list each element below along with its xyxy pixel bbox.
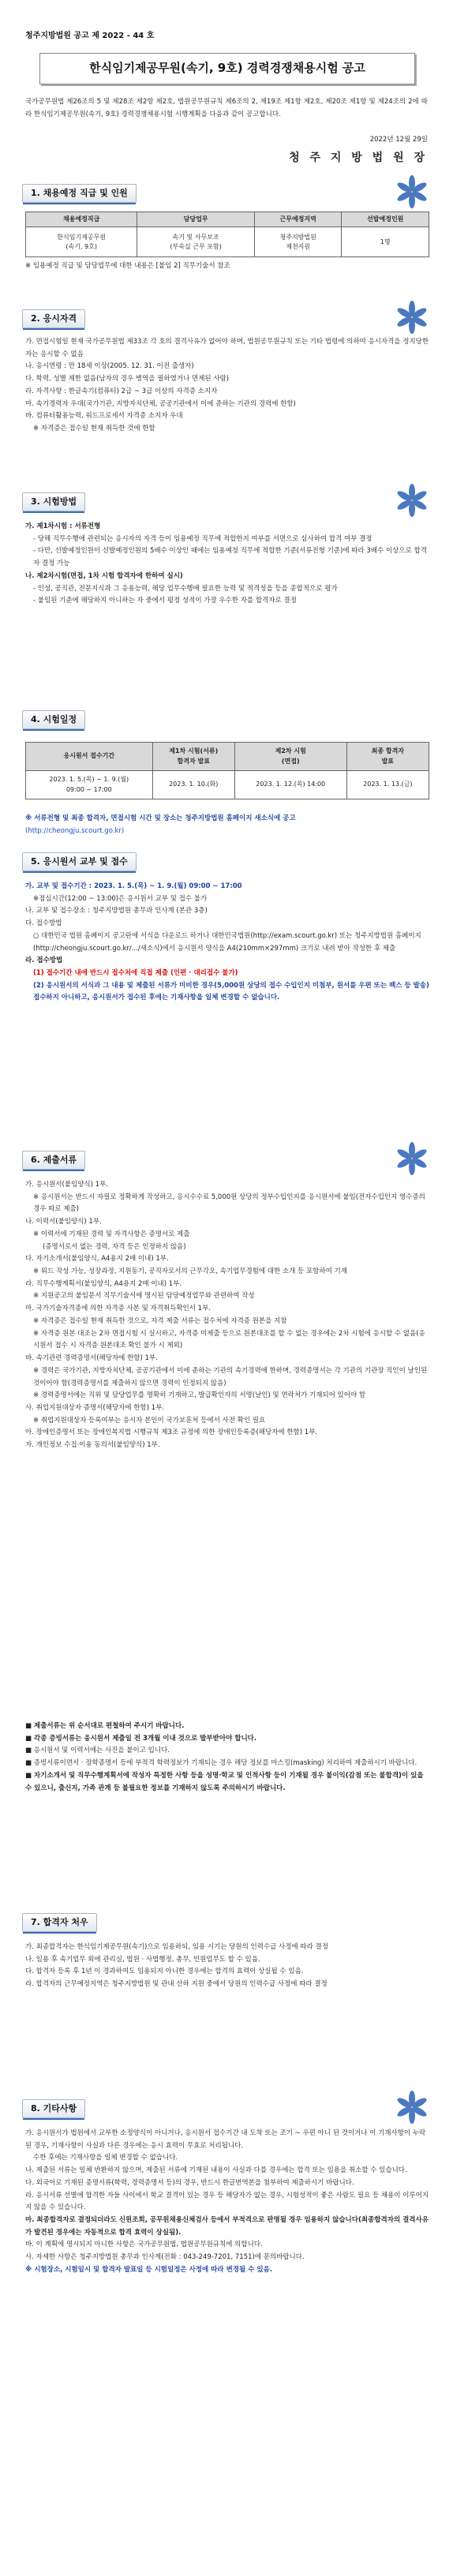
list-item: 자. 개인정보 수집·이용 동의서(붙임양식) 1부. xyxy=(25,1441,160,1450)
section-title-2-label: 2. 응시자격 xyxy=(31,313,77,324)
schedule-note xyxy=(25,813,429,837)
section-title-2 xyxy=(22,309,85,328)
list-item: 가. 제1차시험 : 서류전형 xyxy=(25,522,101,530)
list-item: 라. 자격사항 : 한글속기(컴퓨터) 2급 ~ 3급 이상의 자격증 소지자 xyxy=(25,387,218,395)
section-title-4-label: 4. 시험일정 xyxy=(31,714,77,725)
application-period: 가. 교부 및 접수기간 : 2023. 1. 5.(목) ~ 1. 9.(월) 09:00 ~ 17:00 xyxy=(25,882,242,890)
list-item: 사. 취업지원대상자 증명서(해당자에 한함) 1부. xyxy=(25,1403,165,1412)
application-method-text: ○ 대한민국 법원 홈페이지 공고란에 서식을 다운로드 하거나 대한민국법원(http://exam.scourt.go.kr) 또는 청주지방법원 홈페이지(http://cheongju.scourt.go.kr/.../새소식)에서 응시원서 양식을 A4(210mm×297mm) 크기로 내려 받아 작성한 후 제출 xyxy=(33,931,421,953)
list-item: ■ 자기소개서 및 직무수행계획서에 작성자 특정한 사항 등을 성명·학교 및 인적사항 등이 기재될 경우 불이익(감점 또는 불합격)이 있을 수 있으니, 출신지, 가족 관계 등 불필요한 정보를 기재하지 않도록 주의하시기 바랍니다. xyxy=(25,1771,424,1792)
section-title-3-label: 3. 시험방법 xyxy=(31,496,77,507)
list-item: 가. 면접시험일 현재 국가공무원법 제33조 각 호의 결격사유가 없어야 하며, 법원공무원규칙 또는 기타 법령에 의하여 응시자격을 정지당한 자는 응시할 수 없음 xyxy=(25,338,429,358)
flower-emblem-icon xyxy=(395,483,429,518)
list-item: 가. 응시원서가 법원에서 교부한 소정양식이 아니거나, 응시원서 접수기간 내 도착 또는 조기 ~ 우편 아니 된 것이거나 이 기재사항이 누락된 경우, 기재사항이 사실과 다른 경우에는 응시 효력이 무효로 처리됩니다. xyxy=(25,2129,426,2150)
table-header-cell: 제1차 시험(서류) 합격자 발표 xyxy=(152,743,234,771)
list-item: 마. 국가기술자격증에 의한 자격증 사본 및 자격취득확인서 1부. xyxy=(25,1305,212,1313)
table-cell: 2023. 1. 10.(화) xyxy=(152,771,234,799)
list-item: 수한 후에는 기재사항을 일체 변경할 수 없습니다. xyxy=(33,2154,178,2162)
section-title-6 xyxy=(22,1151,85,1170)
section-title-5 xyxy=(22,852,137,871)
list-item: 나. 임용 후 속기업무 외에 관리실, 법원 · 사법행정, 총무, 인원업무도 할 수 있음. xyxy=(25,1955,260,1964)
table-header-cell: 선발예정인원 xyxy=(342,212,429,227)
table-cell: 2023. 1. 12.(목) 14:00 xyxy=(234,771,346,799)
list-item: - 당해 직무수행에 관련되는 응시자의 자격 등이 임용예정 직무에 적합한지 여부를 서면으로 심사하여 합격 여부 결정 xyxy=(33,534,373,543)
position-table xyxy=(25,212,429,257)
section-title-8-label: 8. 기타사항 xyxy=(31,2103,77,2114)
list-item: ※ 이력서에 기재된 경력 및 자격사항은 증명서로 제출 xyxy=(33,1230,190,1238)
list-item: 아. 장애인증명서 또는 장애인복지법 시행규칙 제3조 규정에 의한 장애인등록증(해당자에 한함) 1부. xyxy=(25,1428,318,1437)
lunch-note: ※점심시간(12:00 ~ 13:00)은 응시원서 교부 및 접수 불가 xyxy=(33,894,208,903)
list-item: ■ 응시원서 및 이력서에는 사진을 붙이고 입니다. xyxy=(25,1747,170,1755)
table-row xyxy=(26,771,429,799)
table-cell: 2023. 1. 13.(금) xyxy=(346,771,429,799)
list-item: 가. 최종합격자는 한식임기제공무원(속기)으로 임용하되, 임용 시기는 당원의 인력수급 사정에 따라 결정 xyxy=(25,1943,328,1951)
list-item: ※ 경력증명서에는 직위 및 담당업무를 명확히 기재하고, 발급확인자의 서명(날인) 및 연락처가 기재되어 있어야 함 xyxy=(33,1391,366,1400)
list-item: 사. 자세한 사항은 청주지방법원 총무과 인사계(전화 : 043-249-7201, 7151)에 문의바랍니다. xyxy=(25,2253,305,2262)
treatment-list xyxy=(25,1941,429,1991)
notice-date: 2022년 12월 29일 xyxy=(369,136,428,144)
list-item: ※ 시험장소, 시험일시 및 합격자 발표일 등 시험일정은 사정에 따라 변경될 수 있음. xyxy=(25,2265,272,2274)
list-item: ※ 지원공고의 붙임문서 직무기술서에 명시된 담당예정업무와 관련하여 작성 xyxy=(33,1292,255,1301)
schedule-note-text: ※ 서류전형 및 최종 합격자, 면접시험 시간 및 장소는 청주지방법원 홈페이지 새소식에 공고 xyxy=(25,814,296,822)
list-item: 라. 응시서류 선별에 합격한 자들 사이에서 학교 결격이 있는 경우 등 해당자가 없는 경우, 시험성적이 좋은 사람도 필요 등 채용이 이루어지지 않을 수 있습니다. xyxy=(25,2191,429,2212)
list-item: ■ 제출서류는 위 순서대로 편철하여 주시기 바랍니다. xyxy=(25,1722,185,1730)
section-title-3 xyxy=(22,492,85,511)
table-header-row xyxy=(26,212,429,227)
other-notes-list xyxy=(25,2128,429,2277)
list-item: 라. 합격자의 근무예정지역은 청주지방법원 및 관내 산하 지원 중에서 당원의 인력수급 사정에 따라 결정 xyxy=(25,1980,328,1989)
flower-emblem-icon xyxy=(395,300,429,335)
list-item: - 다만, 선발예정인원이 선발예정인원의 5배수 이상인 때에는 임용예정 직무에 적합한 기준(서류전형 기준)에 따라 3배수 이상으로 합격자 결정 가능 xyxy=(33,547,427,568)
flower-emblem-icon xyxy=(395,2090,429,2125)
table-cell: 2023. 1. 5.(목) ~ 1. 9.(월) 09:00 ~ 17:00 xyxy=(26,771,153,799)
table-header-row xyxy=(26,743,429,771)
documents-notes xyxy=(25,1720,429,1795)
court-website-link[interactable]: (http://cheongju.scourt.go.kr) xyxy=(25,826,125,835)
table-header-cell: 응시원서 접수기간 xyxy=(26,743,153,771)
table-cell: 속기 및 사무보조 (부속실 근무 포함) xyxy=(137,227,255,257)
list-item: 다. 학력, 성별 제한 없음(남자의 경우 병역을 필하였거나 면제된 사람) xyxy=(25,375,230,384)
table-header-cell: 최종 합격자 발표 xyxy=(346,743,429,771)
list-item: 마. 속기경력자 우대(국가기관, 지방자치단체, 공공기관에서 이에 준하는 기관의 경력에 한함) xyxy=(25,399,296,408)
exam-method-list xyxy=(25,521,429,608)
list-item: 나. 제출된 서류는 일체 반환하지 않으며, 제출된 서류에 기재된 내용이 사실과 다를 경우에는 합격 또는 임용을 취소할 수 있습니다. xyxy=(25,2166,407,2175)
list-item: - 붙임된 기준에 해당하지 아니하는 자 중에서 평정 성적이 가장 우수한 자를 합격자로 결정 xyxy=(33,597,297,605)
list-item: ■ 증빙서류이면서 · 장학증명서 등에 부적격 학력정보가 기재되는 경우 해당 정보를 마스킹(masking) 처리하여 제출하시기 바랍니다. xyxy=(25,1759,417,1768)
list-item: 다. 외국어로 기재된 증명서류(학력, 경력증명서 등)의 경우, 반드시 한글번역본을 첨부하여 제출하시기 바랍니다. xyxy=(25,2178,354,2187)
list-item: ※ 워드 작성 가능, 성장과정, 지원동기, 공직자로서의 근무각오, 속기업무경험에 대한 소개 등 포함하여 기재 xyxy=(33,1267,347,1276)
list-item: 다. 자기소개서(붙임양식, A4용지 2매 이내) 1부. xyxy=(25,1255,169,1264)
list-item: 바. 속기관련 경력증명서(해당자에 한함) 1부. xyxy=(25,1354,158,1363)
application-method-title: 다. 접수방법 xyxy=(25,919,62,928)
table-header-cell: 담당업무 xyxy=(137,212,255,227)
submission-rule-2: (2) 응시원서의 서식과 그 내용 및 제출된 서류가 미비한 경우(5,000원 상당의 접수 수입인지 미첨부, 원서를 우편 또는 팩스 등 발송) 접수하지 아니하고, 응시원서가 접수된 후에는 기재사항을 일체 변경할 수 없습니다. xyxy=(33,981,429,1002)
table-cell: 한식임기제공무원 (속기, 9호) xyxy=(26,227,137,257)
list-item: 다. 합격자 등록 후 1년 이 경과하여도 임용되지 아니한 경우에는 합격의 효력이 상실될 수 있음. xyxy=(25,1968,304,1976)
table1-note: ※ 임용예정 직급 및 담당업무에 대한 내용은 [붙임 2] 직무기술서 참조 xyxy=(25,262,230,270)
section-title-5-label: 5. 응시원서 교부 및 접수 xyxy=(31,856,128,867)
flower-emblem-icon xyxy=(395,1141,429,1176)
table-cell: 청주지방법원 제천지원 xyxy=(254,227,342,257)
submission-method-title: 라. 접수방법 xyxy=(25,957,63,965)
list-item: ※ 경력은 국가기관, 지방자치단체, 공공기관에서 이에 준하는 기관의 속기경력에 한하며, 경력증명서는 각 기관의 기관장 직인이 날인된 것이어야 함(경력증명서를 제출하지 않으면 경력이 인정되지 않음) xyxy=(33,1366,428,1387)
list-item: 나. 이력서(붙임양식) 1부. xyxy=(25,1218,102,1226)
list-item: ※ 자격증은 접수일 현재 취득한 것에 한함 xyxy=(33,425,155,433)
application-section xyxy=(25,881,429,1005)
list-item: 마. 최종합격자로 결정되더라도 신원조회, 공무원채용신체검사 등에서 부적격으로 판명될 경우 임용하지 않습니다(최종합격자의 결격사유가 발견된 경우에는 자동적으로 합격 효력이 상실됨). xyxy=(25,2216,429,2237)
list-item: 바. 컴퓨터활용능력, 워드프로세서 자격증 소지자 우대 xyxy=(25,412,183,421)
eligibility-list xyxy=(25,336,429,436)
table-cell: 1명 xyxy=(342,227,429,257)
section-title-4 xyxy=(22,710,85,729)
section-title-1-label: 1. 채용예정 직급 및 인원 xyxy=(31,188,128,199)
section-title-1 xyxy=(22,184,137,203)
list-item: ※ 응시원서는 반드시 자필로 정확하게 작성하고, 응시수수료 5,000원 상당의 정부수입인지를 응시원서에 붙임(전자수입인지 영수증의 경우 따로 제출) xyxy=(33,1193,425,1214)
list-item: 가. 응시원서(붙임양식) 1부. xyxy=(25,1181,108,1189)
application-place: 나. 교부 및 접수장소 : 청주지방법원 총무과 인사계 (본관 3층) xyxy=(25,907,208,915)
list-item: 바. 이 계획에 명시되지 아니한 사항은 국가공무원법, 법원공무원규칙에 의합니다. xyxy=(25,2241,263,2249)
intro-paragraph: 국가공무원법 제26조의 5 및 제28조 제2항 제2호, 법원공무원규칙 제6조의 2, 제19조 제1항 제2호, 제20조 제1항 및 제24조의 2에 따라 한식임기제공무원(속기, 9호) 경력경쟁채용시험 시행계획을 다음과 같이 공고합니다. xyxy=(25,98,428,119)
flower-emblem-icon xyxy=(395,174,429,209)
list-item: ■ 각종 증빙서류는 응시원서 제출일 전 3개월 이내 것으로 발부받아야 합니다. xyxy=(25,1734,257,1743)
list-item: 나. 응시연령 : 만 18세 이상(2005. 12. 31. 이전 출생자) xyxy=(25,362,194,371)
section-title-7 xyxy=(22,1913,97,1932)
table-header-cell: 채용예정직급 xyxy=(26,212,137,227)
list-item: ※ 자격증 원본 대조는 2차 면접시험 시 실시하고, 자격증 미제출 등으로 원본대조를 할 수 없는 경우에는 2차 시험에 응시할 수 없음(응시원서 접수 시 자격증 원본대조 확인 불가 시 제외) xyxy=(33,1329,425,1350)
submission-rule-1: (1) 접수기간 내에 반드시 접수처에 직접 제출 (인편 · 대리접수 불가) xyxy=(33,969,238,978)
list-item: ※ 취업지원대상자 등록여부는 응시자 본인이 국가보훈처 등에서 사전 확인 필요 xyxy=(33,1416,266,1425)
documents-list xyxy=(25,1179,429,1452)
notice-number: 청주지방법원 공고 제 2022 - 44 호 xyxy=(25,32,155,40)
table-header-cell: 제2차 시험 (면접) xyxy=(234,743,346,771)
notice-title: 한식임기제공무원(속기, 9호) 경력경쟁채용시험 공고 xyxy=(39,53,415,84)
section-title-8 xyxy=(22,2099,85,2118)
list-item: ※ 자격증은 접수일 현재 취득한 것으로, 자격 제출 서류는 접수처에 자격증 원본을 지참 xyxy=(33,1316,287,1325)
table-row xyxy=(26,227,429,257)
issuer-name: 청 주 지 방 법 원 장 xyxy=(289,152,428,164)
list-item: (증명서로서 없는 경력, 자격 등은 인정하지 않음) xyxy=(43,1242,186,1251)
section-title-6-label: 6. 제출서류 xyxy=(31,1155,77,1166)
table-header-cell: 근무예정지역 xyxy=(254,212,342,227)
list-item: - 인성, 공직관, 전문지식과 그 응용능력, 해당 업무수행에 필요한 능력 및 적격성을 등을 종합적으로 평가 xyxy=(33,584,338,593)
schedule-table xyxy=(25,742,429,799)
list-item: 라. 직무수행계획서(붙임양식, A4용지 2매 이내) 1부. xyxy=(25,1279,182,1288)
section-title-7-label: 7. 합격자 처우 xyxy=(31,1917,88,1928)
list-item: 나. 제2차시험(면접, 1차 시험 합격자에 한하여 실시) xyxy=(25,571,183,580)
